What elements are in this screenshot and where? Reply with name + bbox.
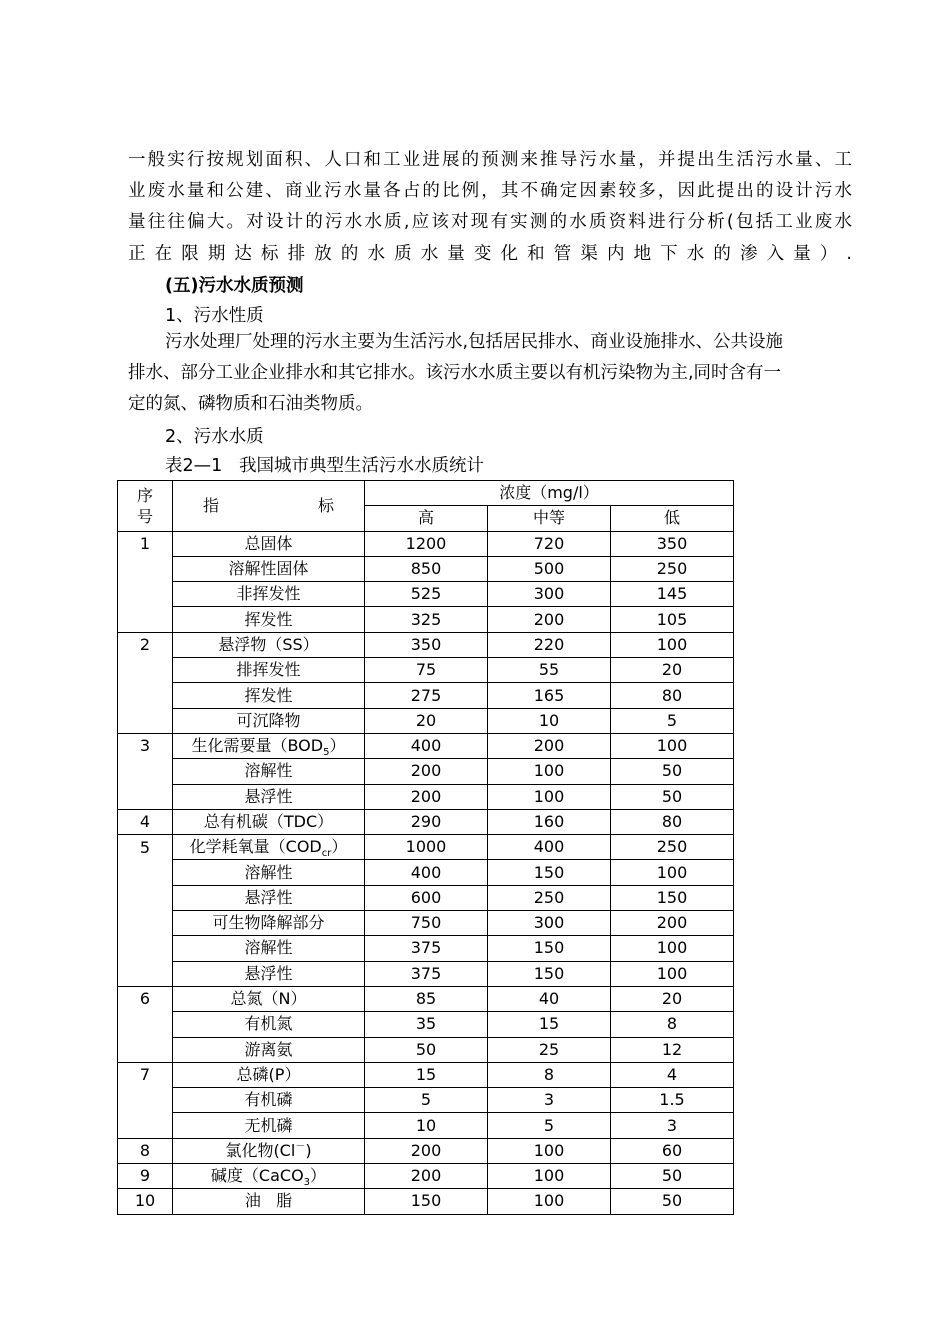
cell-mid: 165 [488,683,611,708]
paragraph-line: 量往往偏大。对设计的污水水质,应该对现有实测的水质资料进行分析(包括工业废水 [128,212,852,233]
table-row [118,860,734,885]
cell-index [173,632,365,657]
cell-seq: 1 [118,531,173,556]
table-row [118,784,734,809]
cell-high: 750 [365,911,488,936]
cell-high: 325 [365,607,488,632]
table-row [118,885,734,910]
cell-index [173,582,365,607]
cell-seq [118,1037,173,1062]
table-row [118,986,734,1011]
cell-low: 250 [611,835,734,860]
cell-high: 850 [365,556,488,581]
cell-mid: 150 [488,936,611,961]
section-heading: (五)污水水质预测 [165,276,304,296]
cell-mid: 100 [488,784,611,809]
cell-seq [118,860,173,885]
paragraph-line: 排水、部分工业企业排水和其它排水。该污水水质主要以有机污染物为主,同时含有一 [128,363,782,384]
cell-seq [118,607,173,632]
cell-mid: 400 [488,835,611,860]
cell-low: 20 [611,658,734,683]
subsection-heading: 2、污水水质 [165,427,264,447]
cell-low: 100 [611,733,734,758]
cell-low: 200 [611,911,734,936]
cell-mid: 55 [488,658,611,683]
cell-index [173,809,365,834]
cell-seq: 3 [118,733,173,758]
cell-seq: 2 [118,632,173,657]
table-row [118,1164,734,1189]
cell-high: 1200 [365,531,488,556]
cell-index-text: 悬浮物（SS） [218,634,319,654]
cell-low: 5 [611,708,734,733]
cell-seq [118,708,173,733]
cell-index [173,961,365,986]
cell-index [173,531,365,556]
cell-index [173,607,365,632]
cell-high: 200 [365,1138,488,1163]
cell-seq: 9 [118,1164,173,1189]
cell-high: 400 [365,733,488,758]
cell-index-suffix: ) [305,1140,312,1160]
header-high: 高 [365,506,488,531]
cell-mid: 100 [488,1138,611,1163]
table-row [118,582,734,607]
cell-mid: 200 [488,607,611,632]
paragraph-line: 一般实行按规划面积、人口和工业进展的预测来推导污水量，并提出生活污水量、工 [128,150,852,170]
cell-index [173,936,365,961]
cell-index-suffix: ） [310,1166,327,1186]
cell-index-text: 生化需要量（BOD [191,736,324,756]
cell-seq [118,936,173,961]
table-row [118,683,734,708]
cell-index-text: 可沉降物 [236,710,301,730]
table-row [118,607,734,632]
cell-index [173,1037,365,1062]
cell-index-superscript: － [295,1141,306,1153]
table-row [118,658,734,683]
cell-index-text: 总氮（N） [230,989,307,1009]
table-row [118,1012,734,1037]
table-caption: 表2—1 我国城市典型生活污水水质统计 [165,456,484,476]
cell-low: 50 [611,759,734,784]
cell-low: 1.5 [611,1088,734,1113]
cell-index-text: 可生物降解部分 [212,913,325,933]
cell-index [173,986,365,1011]
cell-index-text: 悬浮性 [244,963,293,983]
cell-index-text: 溶解性 [244,761,293,781]
cell-high: 75 [365,658,488,683]
cell-seq [118,658,173,683]
cell-seq [118,683,173,708]
cell-low: 150 [611,885,734,910]
cell-mid: 200 [488,733,611,758]
cell-index-text: 总有机碳（TDC） [203,812,334,831]
cell-index-text: 氯化物(Cl [225,1140,296,1160]
cell-index-text: 无机磷 [244,1115,293,1135]
cell-index-text: 排挥发性 [236,660,301,680]
table-row [118,1062,734,1087]
cell-index-text: 非挥发性 [236,584,301,604]
cell-index [173,885,365,910]
cell-mid: 25 [488,1037,611,1062]
cell-index-text: 有机磷 [244,1090,293,1110]
cell-index-text: 溶解性 [244,862,293,882]
header-mid: 中等 [488,506,611,531]
header-concentration: 浓度（mg/l） [365,481,734,506]
cell-index-text: 总磷(P） [236,1064,301,1084]
cell-mid: 15 [488,1012,611,1037]
cell-index-text: 化学耗氧量（COD [189,837,322,857]
cell-high: 85 [365,986,488,1011]
cell-index [173,556,365,581]
cell-index-subscript: 3 [303,1177,311,1189]
cell-seq: 4 [118,809,173,834]
cell-seq: 7 [118,1062,173,1087]
cell-low: 60 [611,1138,734,1163]
cell-high: 600 [365,885,488,910]
cell-seq [118,759,173,784]
cell-index [173,658,365,683]
cell-low: 100 [611,961,734,986]
subsection-heading: 1、污水性质 [165,306,264,326]
table-row [118,556,734,581]
cell-high: 20 [365,708,488,733]
cell-index-text: 有机氮 [244,1014,293,1034]
cell-low: 80 [611,809,734,834]
cell-seq: 10 [118,1189,173,1214]
cell-mid: 5 [488,1113,611,1138]
header-index-left: 指 [203,495,220,515]
cell-high: 350 [365,632,488,657]
cell-low: 50 [611,1189,734,1214]
cell-index-text: 溶解性 [244,938,293,958]
cell-seq [118,961,173,986]
cell-index-subscript: cr [321,848,332,860]
cell-index [173,733,365,758]
cell-high: 290 [365,809,488,834]
cell-low: 4 [611,1062,734,1087]
cell-index [173,1012,365,1037]
cell-mid: 3 [488,1088,611,1113]
cell-index [173,1164,365,1189]
table-row [118,733,734,758]
table-row [118,809,734,834]
cell-high: 200 [365,784,488,809]
cell-index-subscript: 5 [323,747,330,759]
cell-index-text: 悬浮性 [244,887,293,907]
cell-high: 150 [365,1189,488,1214]
cell-low: 50 [611,784,734,809]
cell-index [173,835,365,860]
cell-index [173,911,365,936]
paragraph-line: 污水处理厂处理的污水主要为生活污水,包括居民排水、商业设施排水、公共设施 [165,332,784,352]
cell-low: 3 [611,1113,734,1138]
cell-low: 20 [611,986,734,1011]
cell-mid: 150 [488,961,611,986]
cell-seq: 8 [118,1138,173,1163]
cell-seq [118,556,173,581]
cell-seq [118,1012,173,1037]
cell-high: 50 [365,1037,488,1062]
cell-high: 400 [365,860,488,885]
cell-high: 35 [365,1012,488,1037]
table-row [118,961,734,986]
cell-high: 10 [365,1113,488,1138]
nature-paragraph [128,327,852,421]
cell-index [173,708,365,733]
table-row [118,1037,734,1062]
header-seq: 序 号 [118,481,173,532]
table-row [118,1113,734,1138]
cell-seq [118,1088,173,1113]
cell-low: 80 [611,683,734,708]
header-index [173,481,365,532]
cell-mid: 8 [488,1062,611,1087]
cell-high: 200 [365,759,488,784]
cell-mid: 160 [488,809,611,834]
cell-high: 375 [365,936,488,961]
cell-index-text: 挥发性 [244,609,293,629]
cell-mid: 300 [488,911,611,936]
table-row [118,632,734,657]
cell-seq [118,784,173,809]
cell-mid: 300 [488,582,611,607]
cell-mid: 500 [488,556,611,581]
cell-index [173,860,365,885]
cell-index [173,759,365,784]
cell-high: 375 [365,961,488,986]
header-index-right: 标 [317,495,334,515]
cell-seq [118,885,173,910]
table-row [118,708,734,733]
table-row [118,531,734,556]
table-row [118,911,734,936]
cell-high: 525 [365,582,488,607]
cell-index-suffix: ） [329,736,346,756]
cell-low: 12 [611,1037,734,1062]
table-row [118,1088,734,1113]
cell-seq: 6 [118,986,173,1011]
cell-low: 50 [611,1164,734,1189]
cell-index-suffix: ） [331,837,348,857]
cell-index [173,1088,365,1113]
table-row [118,759,734,784]
cell-mid: 10 [488,708,611,733]
cell-low: 100 [611,632,734,657]
cell-seq [118,582,173,607]
cell-index-text: 溶解性固体 [228,559,309,579]
table-row [118,936,734,961]
cell-high: 15 [365,1062,488,1087]
cell-index [173,1138,365,1163]
table-row [118,835,734,860]
cell-low: 105 [611,607,734,632]
cell-index-text: 总固体 [244,533,293,553]
cell-seq [118,1113,173,1138]
cell-seq: 5 [118,835,173,860]
cell-mid: 250 [488,885,611,910]
cell-mid: 720 [488,531,611,556]
paragraph-line: 正在限期达标排放的水质水量变化和管渠内地下水的渗入量）. [128,243,852,264]
table-row [118,1138,734,1163]
cell-high: 200 [365,1164,488,1189]
cell-seq [118,911,173,936]
cell-index [173,784,365,809]
header-low: 低 [611,506,734,531]
cell-mid: 100 [488,1189,611,1214]
paragraph-line: 定的氮、磷物质和石油类物质。 [128,394,373,415]
cell-index [173,683,365,708]
cell-low: 350 [611,531,734,556]
cell-low: 100 [611,860,734,885]
cell-mid: 220 [488,632,611,657]
cell-index [173,1189,365,1214]
cell-index-text: 挥发性 [244,685,293,705]
intro-paragraph [128,145,852,270]
cell-index-text: 油 脂 [244,1191,293,1211]
table-row [118,1189,734,1214]
cell-low: 145 [611,582,734,607]
cell-index-text: 碱度（CaCO [210,1166,304,1186]
cell-low: 250 [611,556,734,581]
cell-mid: 100 [488,1164,611,1189]
cell-index [173,1062,365,1087]
cell-high: 275 [365,683,488,708]
cell-mid: 40 [488,986,611,1011]
cell-index [173,1113,365,1138]
cell-mid: 100 [488,759,611,784]
cell-high: 1000 [365,835,488,860]
cell-high: 5 [365,1088,488,1113]
cell-index-text: 游离氨 [244,1039,293,1059]
cell-mid: 150 [488,860,611,885]
paragraph-line: 业废水量和公建、商业污水量各占的比例，其不确定因素较多，因此提出的设计污水 [128,181,852,202]
cell-low: 100 [611,936,734,961]
cell-index-text: 悬浮性 [244,786,293,806]
water-quality-table [117,480,734,1215]
cell-low: 8 [611,1012,734,1037]
